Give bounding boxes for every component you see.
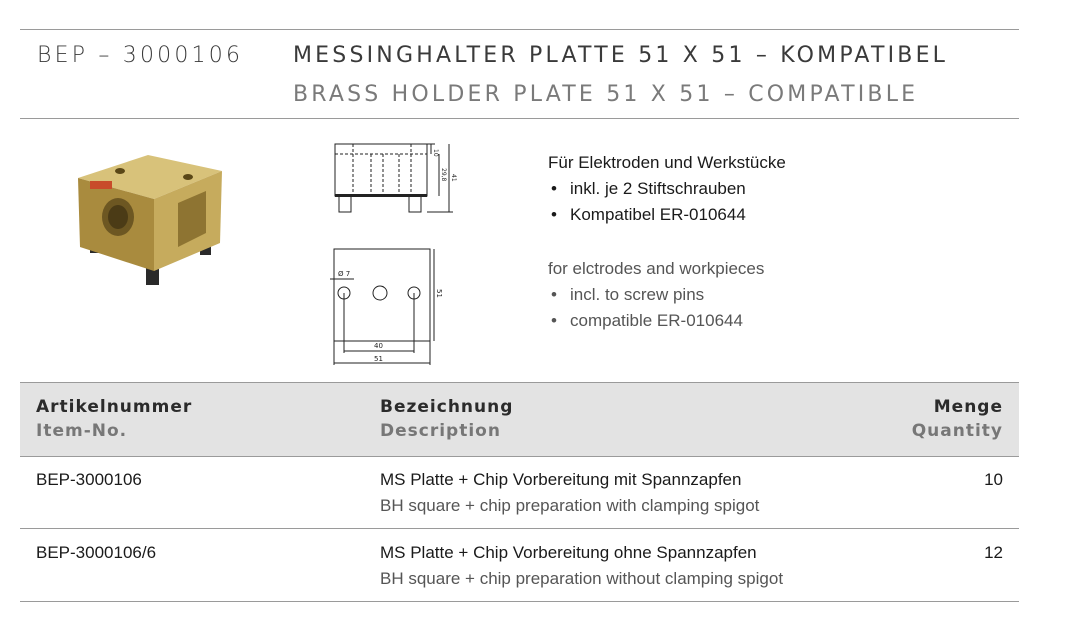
table-bottom-rule bbox=[20, 601, 1019, 602]
col-item-en: Item-No. bbox=[36, 421, 128, 441]
top-hole-left bbox=[115, 168, 125, 174]
col-qty-header bbox=[912, 397, 1003, 441]
col-qty-de: Menge bbox=[933, 397, 1003, 417]
col-qty-en: Quantity bbox=[911, 421, 1003, 441]
row-description bbox=[380, 543, 783, 589]
features-de-item: • inkl. je 2 Stiftschrauben bbox=[548, 176, 786, 202]
col-item-de: Artikelnummer bbox=[36, 397, 193, 417]
side-view-drawing bbox=[325, 132, 465, 217]
dim-29-8: 29,8 bbox=[440, 168, 447, 182]
table-header bbox=[20, 383, 1019, 456]
col-desc-header bbox=[380, 397, 513, 441]
col-desc-de: Bezeichnung bbox=[380, 397, 514, 417]
product-title-de: MESSINGHALTER PLATTE 51 X 51 – KOMPATIBEL bbox=[293, 43, 949, 68]
block-bore-inner bbox=[108, 205, 128, 229]
col-desc-en: Description bbox=[380, 421, 501, 441]
dim-41: 41 bbox=[450, 174, 457, 182]
features-en-item: • incl. to screw pins bbox=[548, 282, 764, 308]
row-item-no: BEP-3000106 bbox=[36, 470, 142, 489]
row-desc-de: MS Platte + Chip Vorbereitung ohne Spannzapfen bbox=[380, 543, 757, 562]
hole-center bbox=[373, 286, 387, 300]
features-de-lead: Für Elektroden und Werkstücke bbox=[548, 153, 786, 172]
product-photo bbox=[70, 143, 240, 293]
row-desc-en: BH square + chip preparation without clamping spigot bbox=[380, 569, 784, 588]
dim-diameter: Ø 7 bbox=[338, 270, 351, 278]
table-row bbox=[20, 529, 1019, 601]
row-desc-de: MS Platte + Chip Vorbereitung mit Spannzapfen bbox=[380, 470, 742, 489]
side-pin-left bbox=[339, 196, 351, 212]
top-view-drawing bbox=[328, 247, 448, 369]
side-base bbox=[335, 194, 427, 197]
dim-51-horizontal: 51 bbox=[374, 355, 383, 363]
dim-40: 40 bbox=[374, 342, 383, 350]
features-english bbox=[548, 256, 764, 334]
features-de-item: • Kompatibel ER-010644 bbox=[548, 202, 786, 228]
dim-10: 10 bbox=[432, 149, 439, 157]
dim-51-vertical: 51 bbox=[435, 289, 443, 298]
header-rule bbox=[20, 118, 1019, 119]
row-quantity: 12 bbox=[984, 543, 1003, 562]
side-pin-right bbox=[409, 196, 421, 212]
logo-patch bbox=[90, 181, 112, 189]
row-item-no: BEP-3000106/6 bbox=[36, 543, 157, 562]
row-description bbox=[380, 470, 759, 516]
row-desc-en: BH square + chip preparation with clamping spigot bbox=[380, 496, 760, 515]
col-item-header bbox=[36, 397, 192, 441]
features-german bbox=[548, 150, 786, 228]
features-en-lead: for elctrodes and workpieces bbox=[548, 259, 765, 278]
top-body bbox=[334, 249, 430, 341]
product-title-en: BRASS HOLDER PLATE 51 X 51 – COMPATIBLE bbox=[293, 82, 919, 107]
features-en-item: • compatible ER-010644 bbox=[548, 308, 764, 334]
features-de-list bbox=[548, 176, 786, 228]
top-rule bbox=[20, 29, 1019, 30]
row-quantity: 10 bbox=[984, 470, 1003, 489]
side-body bbox=[335, 144, 427, 196]
features-en-list bbox=[548, 282, 764, 334]
product-code: BEP – 3000106 bbox=[37, 43, 244, 68]
top-hole-right bbox=[183, 174, 193, 180]
table-row bbox=[20, 456, 1019, 528]
